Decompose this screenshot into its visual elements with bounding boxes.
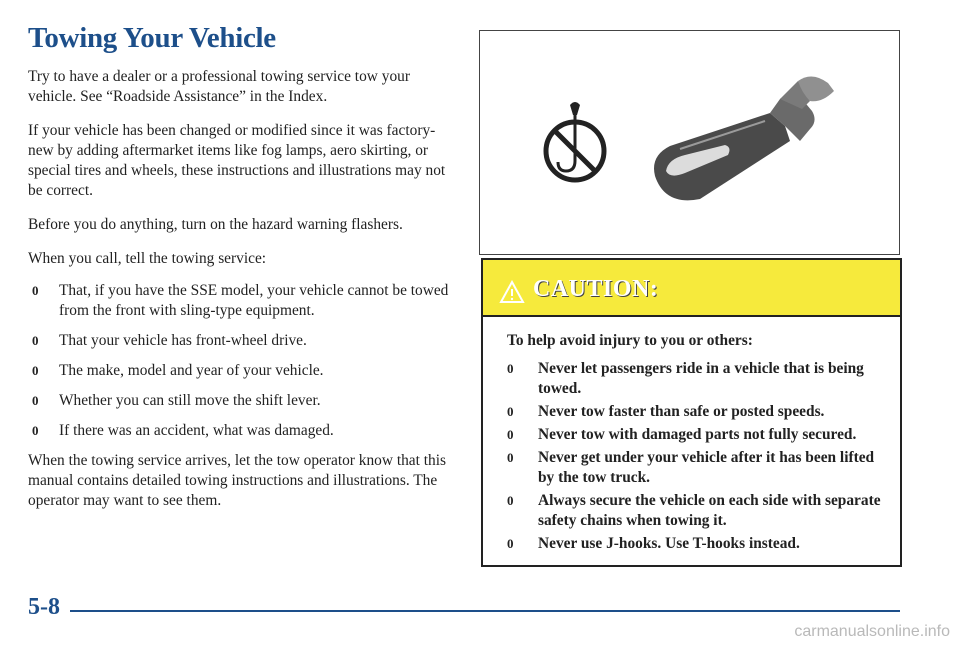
bullet-icon: 0 [32,393,39,408]
page-title: Towing Your Vehicle [28,22,276,54]
bullet-icon: 0 [32,283,39,298]
list-item: 0 Never use J-hooks. Use T-hooks instead. [507,535,800,552]
left-column [28,22,460,511]
caution-title: CAUTION: [533,276,659,302]
closing-paragraph: When the towing service arrives, let the tow operator know that this manual contains detailed towing instructions and illustrations. The operator may want to see them. [28,452,446,509]
watermark: carmanualsonline.info [794,623,950,640]
bullet-icon: 0 [32,363,39,378]
list-item: 0 That your vehicle has front-wheel drive. [32,332,307,349]
intro-paragraph: Try to have a dealer or a professional towing service tow your vehicle. See “Roadside Assistance” in the Index. [28,68,410,105]
caution-body [483,317,900,554]
bullet-icon: 0 [507,427,514,442]
page-number: 5-8 [28,594,60,620]
caution-list [507,359,890,554]
towing-info-list [28,281,460,441]
bullet-icon: 0 [507,361,514,376]
call-paragraph: When you call, tell the towing service: [28,250,267,267]
list-item: 0 Never tow with damaged parts not fully secured. [507,426,857,443]
hazard-paragraph: Before you do anything, turn on the hazard warning flashers. [28,216,403,233]
t-hook-illustration [654,76,834,200]
list-item: 0 Never tow faster than safe or posted speeds. [507,403,825,420]
hook-illustration [479,30,900,255]
bullet-icon: 0 [507,493,514,508]
modification-paragraph: If your vehicle has been changed or modified since it was factory-new by adding aftermarket items like fog lamps, aero skirting, or special tires and wheels, these instructions and illustrations may not be correct. [28,122,446,199]
list-item: 0 Whether you can still move the shift lever. [32,392,321,409]
bullet-icon: 0 [507,450,514,465]
bullet-icon: 0 [507,536,514,551]
no-j-hook-icon [546,102,604,180]
warning-triangle-icon [499,280,525,304]
bullet-icon: 0 [507,404,514,419]
bullet-icon: 0 [32,333,39,348]
list-item: 0 Never get under your vehicle after it has been lifted by the tow truck. [507,449,875,486]
caution-intro: To help avoid injury to you or others: [507,332,753,349]
caution-box [481,258,902,567]
caution-header [483,260,900,317]
list-item: 0 Never let passengers ride in a vehicle that is being towed. [507,360,864,397]
list-item: 0 If there was an accident, what was damaged. [32,422,334,439]
bullet-icon: 0 [32,423,39,438]
list-item: 0 That, if you have the SSE model, your vehicle cannot be towed from the front with sling-type equipment. [32,282,449,319]
list-item: 0 Always secure the vehicle on each side with separate safety chains when towing it. [507,492,881,529]
footer-divider [70,610,900,612]
list-item: 0 The make, model and year of your vehicle. [32,362,324,379]
